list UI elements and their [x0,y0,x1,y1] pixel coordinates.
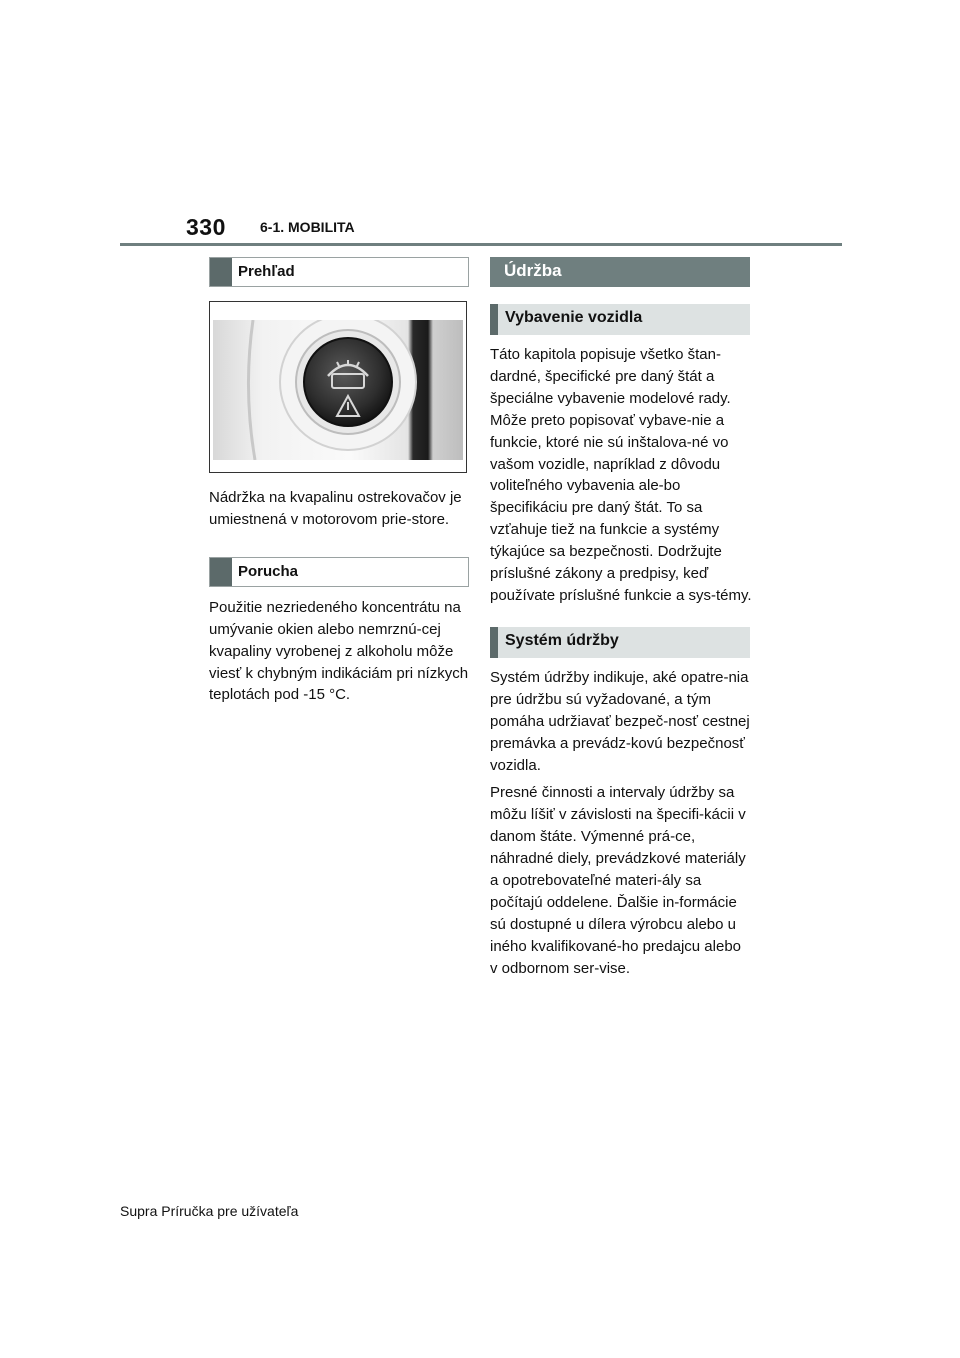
heading-marker [210,258,232,286]
overview-text: Nádržka na kvapalinu ostrekovačov je umiestnená v motorovom prie-store. [209,489,462,528]
overview-heading [209,257,469,287]
header-divider [120,243,842,246]
maintenance-text-2: Presné činnosti a intervaly údržby sa môžu líšiť v závislosti na špecifi-kácii v danom štáte. Výmenné prá-ce, náhradné diely, prevádzkové materiály a opotrebovateľné materi-ály sa počítajú oddelene. Ďalšie in-formácie sú dostupné u dílera výrobcu alebo u iného kvalifikované-ho predajcu alebo v odbornom ser-vise. [490,784,746,977]
right-column [490,257,750,980]
heading-marker [210,558,232,586]
overview-heading-label: Prehľad [238,263,295,280]
heading-marker [490,627,498,658]
maintenance-text-1: Systém údržby indikuje, aké opatre-nia pre údržbu sú vyžadované, a tým pomáha udržiavať bezpeč-nosť cestnej premávka a prevádz-kovú bezpečnosť vozidla. [490,668,750,774]
heading-marker [490,304,498,335]
section-title-band [490,257,750,287]
fault-heading [209,557,469,587]
maintenance-heading [490,627,750,658]
page-number: 330 [186,214,226,240]
equipment-heading-label: Vybavenie vozidla [505,309,643,326]
washer-fluid-cap-icon [213,320,463,460]
left-column [209,257,469,706]
fault-text: Použitie nezriedeného koncentrátu na umývanie okien alebo nemrznú-cej kvapaliny vyrobenej z alkoholu môže viesť k chybným indikáciám pri nízkych teplotách pod -15 °C. [209,598,469,704]
equipment-heading [490,304,750,335]
washer-reservoir-figure [209,301,467,473]
chapter-title: 6-1. MOBILITA [260,219,355,235]
fault-heading-label: Porucha [238,562,299,580]
maintenance-heading-label: Systém údržby [505,631,619,649]
footer-text: Supra Príručka pre užívateľa [120,1203,299,1219]
equipment-text: Táto kapitola popisuje všetko štan-dardné, špecifické pre daný štát a špeciálne vybavenie modelové rady. Môže preto popisovať vybave-nie a funkcie, ktoré nie sú inštalova-né vo vašom vozidle, napríklad z dôvodu voliteľného vybavenia ale-bo špecifikáciu pre daný štát. To sa vzťahuje tiež na funkcie a systémy týkajúce sa bezpečnosti. Dodržujte príslušné zákony a predpisy, keď používate príslušné funkcie a sys-témy. [490,346,752,604]
section-title: Údržba [504,261,562,280]
